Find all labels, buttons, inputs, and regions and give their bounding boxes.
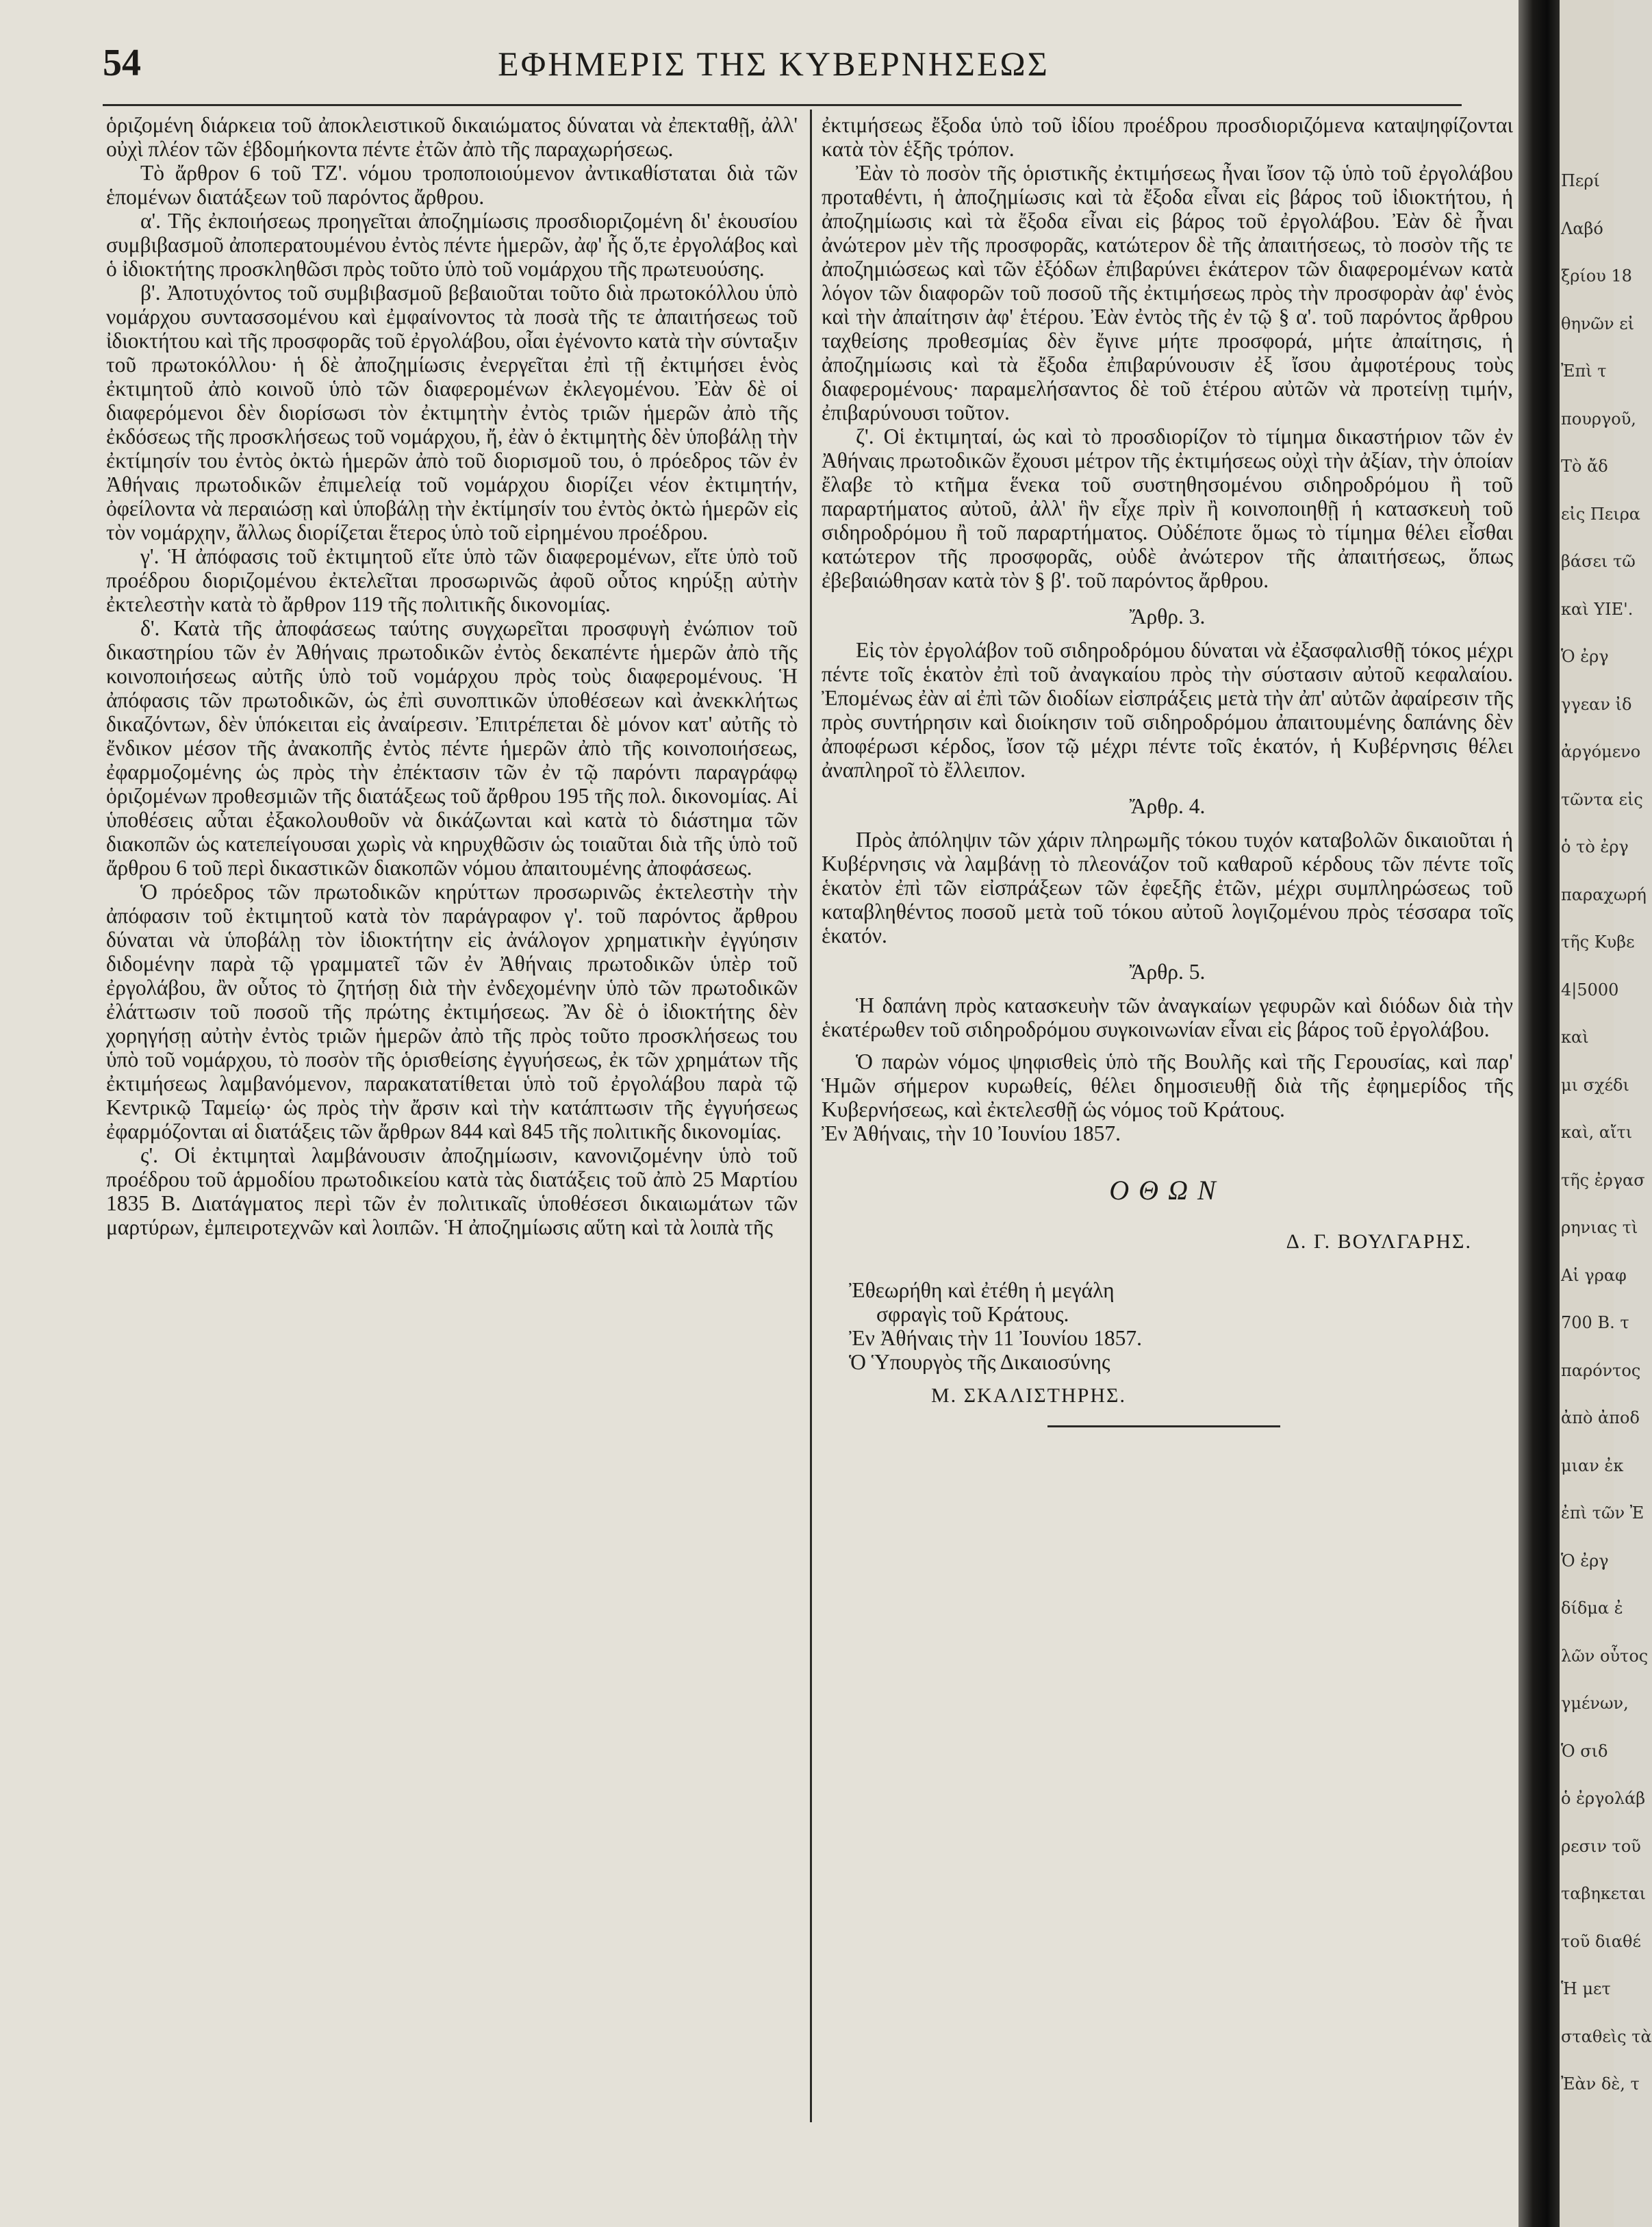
seal-line-1: Ἐθεωρήθη καὶ ἐτέθη ἡ μεγάλη bbox=[849, 1278, 1115, 1302]
next-page-fragment: λῶν οὗτος bbox=[1561, 1646, 1649, 1666]
next-page-fragment: τῆς Κυβε bbox=[1561, 932, 1635, 952]
article-4-heading: Ἄρθρ. 4. bbox=[1129, 794, 1206, 818]
book-spine-shadow bbox=[1518, 0, 1560, 2227]
next-page-fragment: ρεσιν τοῦ bbox=[1561, 1837, 1641, 1856]
article-4-text: Πρὸς ἀπόληψιν τῶν χάριν πληρωμῆς τόκου τυχόν καταβολῶν δικαιοῦται ἡ Κυβέρνησις νὰ λαμβάνῃ τὸ πλεονάζον τοῦ καθαροῦ κέρδους τῶν πέντε τοῖς ἑκατὸν ἐπὶ τῶν εἰσπράξεων τῶν ἐφεξῆς ἐτῶν, μέχρι συμπληρώσεως τοῦ καταβληθέντος ποσοῦ μετὰ τοῦ τόκου αὐτοῦ λογιζομένου πρὸς τέσσαρα τοῖς ἑκατόν. bbox=[822, 828, 1513, 947]
article-5-text: Ἡ δαπάνη πρὸς κατασκευὴν τῶν ἀναγκαίων γεφυρῶν καὶ διόδων διὰ τὴν ἑκατέρωθεν τοῦ σιδηροδρόμου συγκοινωνίαν εἶναι εἰς βάρος τοῦ ἐργολάβου. bbox=[822, 993, 1513, 1041]
left-paragraph: α'. Τῆς ἐκποιήσεως προηγεῖται ἀποζημίωσις προσδιοριζομένη δι' ἑκουσίου συμβιβασμοῦ ἀποπερατουμένου ἐντὸς πέντε ἡμερῶν, ἀφ' ἧς ὅ,τε ἐργολάβος καὶ ὁ ἰδιοκτήτης προσκληθῶσι πρὸς τοῦτο ὑπὸ τοῦ νομάρχου τῆς πρωτευούσης. bbox=[106, 209, 798, 281]
king-signature: ΟΘΩΝ bbox=[1109, 1175, 1225, 1206]
left-paragraph: δ'. Κατὰ τῆς ἀποφάσεως ταύτης συγχωρεῖται προσφυγὴ ἐνώπιον τοῦ δικαστηρίου τῶν ἐν Ἀθήναις πρωτοδικῶν ἐντὸς δεκαπέντε ἡμερῶν ἀπὸ τῆς κοινοποιήσεως αὐτῆς ὑπὸ τοῦ νομάρχου πρὸς τοὺς διαφερομένους. Ἡ ἀπόφασις τῶν πρωτοδικῶν, ὡς ἐπὶ συνοπτικῶν ὑποθέσεων καὶ ἀνεκκλήτως δικαζόντων, δὲν ὑπόκειται εἰς ἀναίρεσιν. Ἐπιτρέπεται δὲ μόνον κατ' αὐτῆς τὸ ἔνδικον μέσον τῆς ἀνακοπῆς ἐντὸς πέντε ἡμερῶν ἀπὸ τῆς κοινοποιήσεως, ἐφαρμοζομένης ὡς πρὸς τὴν ἐπέκτασιν τῶν ἐν τῷ παρόντι παραγράφῳ ὁριζομένων προθεσμιῶν τῆς διατάξεως τοῦ ἄρθρου 195 τῆς πολ. δικονομίας. Αἱ ὑποθέσεις αὗται ἐξακολουθοῦν νὰ δικάζωνται καὶ κατὰ τὸ διάστημα τῶν διακοπῶν ὡς κατεπείγουσαι χωρὶς νὰ κηρυχθῶσιν ὡς τοιαῦται διὰ τῆς ὑπὸ τοῦ ἄρθρου 6 τοῦ περὶ δικαστικῶν διακοπῶν νόμου ἀπαιτουμένης ἀποφάσεως. bbox=[106, 616, 798, 880]
next-page-fragment: καὶ bbox=[1561, 1028, 1589, 1047]
next-page-fragment: εἰς Πειρα bbox=[1561, 505, 1641, 524]
header-rule bbox=[103, 104, 1462, 106]
next-page-fragment: ὁ ἐργολάβ bbox=[1561, 1789, 1646, 1808]
next-page-fragment: πουργοῦ, bbox=[1561, 409, 1636, 429]
enactment-date: Ἐν Ἀθήναις, τὴν 10 Ἰουνίου 1857. bbox=[822, 1121, 1121, 1145]
left-paragraph: ὁριζομένη διάρκεια τοῦ ἀποκλειστικοῦ δικαιώματος δύναται νὰ ἐπεκταθῇ, ἀλλ' οὐχὶ πλέον τῶν ἑβδομήκοντα πέντε ἐτῶν ἀπὸ τῆς παραχωρήσεως. bbox=[106, 113, 798, 161]
seal-line-2: σφραγὶς τοῦ Κράτους. bbox=[876, 1302, 1069, 1326]
next-page-edge bbox=[1560, 0, 1652, 2227]
next-page-fragment: γμένων, bbox=[1561, 1694, 1629, 1713]
next-page-fragment: μιαν ἐκ bbox=[1561, 1456, 1624, 1475]
next-page-fragment: Λαβό bbox=[1561, 219, 1603, 238]
next-page-fragment: ξρίου 18 bbox=[1561, 266, 1632, 285]
article-3-heading: Ἄρθρ. 3. bbox=[1129, 605, 1206, 628]
minister-signature: Δ. Γ. ΒΟΥΛΓΑΡΗΣ. bbox=[1286, 1230, 1472, 1253]
page-number: 54 bbox=[103, 42, 141, 84]
next-page-fragment: παρόντος bbox=[1561, 1361, 1641, 1380]
next-page-fragment: ἐπὶ τῶν Ἐ bbox=[1561, 1503, 1644, 1523]
article-3-text: Εἰς τὸν ἐργολάβον τοῦ σιδηροδρόμου δύναται νὰ ἐξασφαλισθῇ τόκος μέχρι πέντε τοῖς ἑκατὸν ἐπὶ τοῦ ἀναγκαίου πρὸς τὴν σύστασιν αὐτοῦ κεφαλαίου. Ἐπομένως ἐὰν αἱ ἐπὶ τῶν διοδίων εἰσπράξεις μετὰ τὴν ἀπ' αὐτῶν ἀφαίρεσιν τῆς πρὸς συντήρησιν καὶ διοίκησιν τοῦ σιδηροδρόμου ἀπαιτουμένης δαπάνης δὲν ἀποφέρωσι κέρδος, ἴσον τῷ μέχρι πέντε τοῖς ἑκατόν, ἡ Κυβέρνησις θέλει ἀναπληροῖ τὸ ἔλλειπον. bbox=[822, 638, 1513, 782]
left-column bbox=[106, 113, 798, 1239]
seal-signature: Μ. ΣΚΑΛΙΣΤΗΡΗΣ. bbox=[931, 1384, 1126, 1407]
left-paragraph: Τὸ ἄρθρον 6 τοῦ ΤΖ'. νόμου τροποποιούμενον ἀντικαθίσταται διὰ τῶν ἑπομένων διατάξεων τοῦ παρόντος ἄρθρου. bbox=[106, 161, 798, 209]
next-page-fragment: ἀπὸ ἀποδ bbox=[1561, 1408, 1640, 1427]
next-page-fragment: καὶ, αἴτι bbox=[1561, 1123, 1633, 1142]
next-page-fragment: θηνῶν εἰ bbox=[1561, 314, 1635, 333]
next-page-fragment: σταθεὶς τὰ bbox=[1561, 2027, 1652, 2046]
next-page-fragment: Περί bbox=[1561, 171, 1600, 190]
next-page-fragment: Ὁ σιδ bbox=[1561, 1742, 1608, 1761]
left-paragraph: β'. Ἀποτυχόντος τοῦ συμβιβασμοῦ βεβαιοῦται τοῦτο διὰ πρωτοκόλλου ὑπὸ νομάρχου συντασσομένου καὶ ἐμφαίνοντος τὰ ποσὰ τῆς τε ἀπαιτήσεως τοῦ ἰδιοκτήτου καὶ τῆς προσφορᾶς τοῦ ἐργολάβου, οἷαι ἐγένοντο κατὰ τὴν σύνταξιν τοῦ πρωτοκόλλου· ἡ δὲ ἀποζημίωσις ἐνεργεῖται ἐπὶ τῇ ἐκτιμήσει ἑνὸς ἐκτιμητοῦ ἀπὸ κοινοῦ ὑπὸ τῶν διαφερομένων ἐκλεγομένου. Ἐὰν δὲ οἱ διαφερόμενοι δὲν διορίσωσι τὸν ἐκτιμητὴν ἐντὸς τριῶν ἡμερῶν ἀπὸ τῆς ἐκδόσεως τῆς προσκλήσεως τοῦ νομάρχου, ἤ, ἐὰν ὁ ἐκτιμητὴς δὲν ὑποβάλῃ τὴν ἐκτίμησίν του ἐντὸς ὀκτὼ ἡμερῶν ἀπὸ τοῦ διορισμοῦ του, ὁ πρόεδρος τῶν ἐν Ἀθήναις πρωτοδικῶν ἐπιμελείᾳ τοῦ νομάρχου διορίζει νέον ἐκτιμητήν, ὀφείλοντα νὰ περαιώσῃ καὶ ὑποβάλῃ τὴν ἐκτίμησίν του ἐντὸς ὀκτὼ ἡμερῶν εἰς τὸν νομάρχην, ἄλλως διορίζεται ἕτερος ὑπὸ τοῦ εἰρημένου προέδρου. bbox=[106, 281, 798, 544]
next-page-fragment: 700 Β. τ bbox=[1561, 1313, 1629, 1332]
next-page-fragment: Τὸ ἄδ bbox=[1561, 457, 1608, 476]
page-header bbox=[103, 41, 1445, 96]
right-paragraph: ζ'. Οἱ ἐκτιμηταί, ὡς καὶ τὸ προσδιορίζον τὸ τίμημα δικαστήριον τῶν ἐν Ἀθήναις πρωτοδικῶν ἔχουσι μέτρον τῆς ἐκτιμήσεως οὐχὶ τὴν ἀξίαν, τὴν ὁποίαν ἔλαβε τὸ κτῆμα ἕνεκα τοῦ συστηθησομένου σιδηροδρόμου ἢ τοῦ παραρτήματος αὐτοῦ, ἀλλ' ἣν εἶχε πρὶν ἢ κοινοποιηθῇ ἡ κατασκευὴ τοῦ σιδηροδρόμου ἢ τοῦ παραρτήματος. Οὐδέποτε ὅμως τὸ τίμημα θέλει εἶσθαι κατώτερον τῆς προσφορᾶς, οὐδὲ ἀνώτερον τῆς ἀπαιτήσεως, ὅπως ἐβεβαιώθησαν κατὰ τὸν § β'. τοῦ παρόντος ἄρθρου. bbox=[822, 424, 1513, 592]
left-paragraph: Ὁ πρόεδρος τῶν πρωτοδικῶν κηρύττων προσωρινῶς ἐκτελεστὴν τὴν ἀπόφασιν τοῦ ἐκτιμητοῦ κατὰ τὸν παράγραφον γ'. τοῦ παρόντος ἄρθρου δύναται νὰ ὑποβάλῃ τὸν ἰδιοκτήτην εἰς ἀνάλογον χρηματικὴν ἐγγύησιν διδομένην παρὰ τῷ γραμματεῖ τῶν ἐν Ἀθήναις πρωτοδικῶν ὑπὲρ τοῦ ἐργολάβου, ἂν οὗτος τὸ ζητήσῃ διὰ τὴν ἐνδεχομένην ὑπὸ τῶν πρωτοδικῶν ἐλάττωσιν τοῦ ποσοῦ τῆς πρώτης ἐκτιμήσεως. Ἂν δὲ ὁ ἰδιοκτήτης δὲν χορηγήσῃ αὐτὴν ἐντὸς τριῶν ἡμερῶν ἀπὸ τῆς πρὸς τοῦτο προσκλήσεως του ὑπὸ τοῦ νομάρχου, τὸ ποσὸν τῆς ὁρισθείσης ἐγγυήσεως, ἐκ τῶν χρημάτων τῆς ἐκτιμήσεως λαμβανόμενον, παρακατατίθεται ὑπὸ τοῦ ἐργολάβου παρὰ τῷ Κεντρικῷ Ταμείῳ· ὡς πρὸς τὴν ἄρσιν καὶ τὴν κατάπτωσιν τῆς ἐγγυήσεως ἐφαρμόζονται αἱ διατάξεις τῶν ἄρθρων 844 καὶ 845 τῆς πολιτικῆς δικονομίας. bbox=[106, 880, 798, 1143]
next-page-fragment: Ἡ μετ bbox=[1561, 1979, 1611, 1998]
next-page-fragment: Ἐὰν δὲ, τ bbox=[1561, 2074, 1640, 2094]
closing-text: Ὁ παρὼν νόμος ψηφισθεὶς ὑπὸ τῆς Βουλῆς καὶ τῆς Γερουσίας, καὶ παρ' Ἡμῶν σήμερον κυρωθείς, θέλει δημοσιευθῇ διὰ τῆς ἐφημερίδος τῆς Κυβερνήσεως, καὶ ἐκτελεσθῇ ὡς νόμος τοῦ Κράτους. bbox=[822, 1049, 1513, 1121]
seal-minister-title: Ὁ Ὑπουργὸς τῆς Δικαιοσύνης bbox=[849, 1350, 1110, 1374]
next-page-fragment: βάσει τῶ bbox=[1561, 552, 1636, 571]
next-page-fragment: τῆς ἐργασ bbox=[1561, 1171, 1645, 1190]
next-page-fragment: μι σχέδι bbox=[1561, 1076, 1629, 1095]
next-page-fragment: Αἱ γραφ bbox=[1561, 1266, 1627, 1285]
signature-rule bbox=[1047, 1425, 1280, 1427]
next-page-fragment: ρηνιας τὶ bbox=[1561, 1218, 1638, 1237]
right-column bbox=[822, 113, 1513, 1427]
next-page-fragment: ὁ τὸ ἐργ bbox=[1561, 837, 1629, 856]
next-page-fragment: δίδμα ἐ bbox=[1561, 1599, 1623, 1618]
left-paragraph: γ'. Ἡ ἀπόφασις τοῦ ἐκτιμητοῦ εἴτε ὑπὸ τῶν διαφερομένων, εἴτε ὑπὸ τοῦ προέδρου διοριζομένου ἐκτελεῖται προσωρινῶς ἀφοῦ οὗτος κηρύξῃ αὐτὴν ἐκτελεστὴν κατὰ τὸ ἄρθρον 119 τῆς πολιτικῆς δικονομίας. bbox=[106, 544, 798, 616]
running-head-title: ΕΦΗΜΕΡΙΣ ΤΗΣ ΚΥΒΕΡΝΗΣΕΩΣ bbox=[498, 44, 1050, 83]
column-divider bbox=[810, 110, 812, 2122]
next-page-fragment: παραχωρή bbox=[1561, 885, 1647, 904]
next-page-fragment: Ἐπὶ τ bbox=[1561, 361, 1607, 381]
next-page-fragment: ἀργόμενο bbox=[1561, 742, 1641, 761]
article-5-heading: Ἄρθρ. 5. bbox=[1129, 960, 1206, 984]
right-column-paragraphs bbox=[822, 113, 1513, 592]
right-paragraph: Ἐὰν τὸ ποσὸν τῆς ὁριστικῆς ἐκτιμήσεως ἦναι ἴσον τῷ ὑπὸ τοῦ ἐργολάβου προταθέντι, ἡ ἀποζημίωσις καὶ τὰ ἔξοδα εἶναι εἰς βάρος τοῦ ἰδιοκτήτου, ἡ ἀποζημίωσις καὶ τὰ ἔξοδα εἶναι εἰς βάρος τοῦ ἐργολάβου. Ἐὰν δὲ ἦναι ἀνώτερον μὲν τῆς προσφορᾶς, κατώτερον δὲ τῆς ἀπαιτήσεως, τὸ ποσὸν τῆς τε ἀποζημιώσεως καὶ τῶν ἐξόδων ἐπιβαρύνει ἑκάτερον τῶν διαφερομένων κατὰ λόγον τῶν διαφορῶν τοῦ ποσοῦ τῆς ἐκτιμήσεως πρὸς τὴν προσφορὰν ἀφ' ἑνὸς καὶ τὴν ἀπαίτησιν ἀφ' ἑτέρου. Ἐὰν ἐντὸς τῆς ἐν τῷ § α'. τοῦ παρόντος ἄρθρου ταχθείσης προθεσμίας δὲν ἔγινε μήτε προσφορά, μήτε ἀπαίτησις, ἡ ἀποζημίωσις καὶ τὰ ἔξοδα ἐπιβαρύνουσιν ἐξ ἴσου ἀμφοτέρους τοὺς διαφερομένους· παραμελήσαντος δὲ τοῦ ἑτέρου αὐτῶν νὰ προτείνῃ τιμήν, ἐπιβαρύνουσι τοῦτον. bbox=[822, 161, 1513, 424]
seal-date: Ἐν Ἀθήναις τὴν 11 Ἰουνίου 1857. bbox=[849, 1326, 1142, 1350]
seal-block bbox=[822, 1278, 1513, 1408]
next-page-fragment: καὶ ΥΙΕ'. bbox=[1561, 600, 1634, 619]
next-page-fragment: τῶντα εἰς bbox=[1561, 790, 1643, 809]
next-page-fragment: γγεαν ἰδ bbox=[1561, 695, 1632, 714]
next-page-fragment: 4|5000 bbox=[1561, 980, 1619, 1000]
next-page-fragment: Ὁ ἐργ bbox=[1561, 1551, 1609, 1570]
next-page-fragment: Ὁ ἐργ bbox=[1561, 647, 1609, 666]
next-page-fragment: τοῦ διαθέ bbox=[1561, 1932, 1641, 1951]
next-page-fragment: ταβηκεται bbox=[1561, 1884, 1647, 1903]
right-paragraph: ἐκτιμήσεως ἔξοδα ὑπὸ τοῦ ἰδίου προέδρου προσδιοριζόμενα καταψηφίζονται κατὰ τὸν ἑξῆς τρόπον. bbox=[822, 113, 1513, 161]
left-paragraph: ς'. Οἱ ἐκτιμηταὶ λαμβάνουσιν ἀποζημίωσιν, κανονιζομένην ὑπὸ τοῦ προέδρου τοῦ ἁρμοδίου πρωτοδικείου κατὰ τὰς διατάξεις τοῦ ἀπὸ 25 Μαρτίου 1835 Β. Διατάγματος περὶ τῶν ἐν πολιτικαῖς ὑποθέσεσι δικαιωμάτων τῶν μαρτύρων, ἐμπειροτεχνῶν καὶ λοιπῶν. Ἡ ἀποζημίωσις αὕτη καὶ τὰ λοιπὰ τῆς bbox=[106, 1143, 798, 1239]
